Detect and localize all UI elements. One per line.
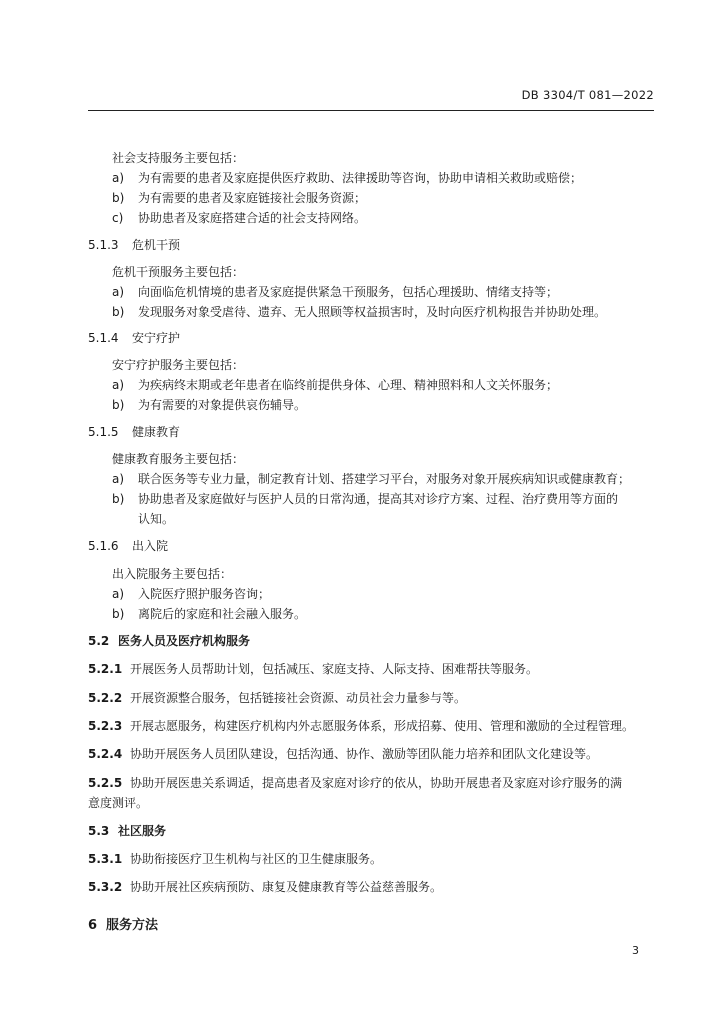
page-number: 3 bbox=[632, 944, 639, 957]
clause-5-2-5: 5.2.5 协助开展医患关系调适，提高患者及家庭对诊疗的依从，协助开展患者及家庭对诊疗服务的满 bbox=[88, 776, 623, 790]
section-heading-5-1-3: 5.1.3 危机干预 bbox=[88, 238, 181, 252]
list-item-continuation: 认知。 bbox=[138, 512, 175, 526]
list-item-letter: a) bbox=[112, 378, 125, 392]
paragraph-intro: 健康教育服务主要包括： bbox=[112, 452, 245, 466]
list-item: 入院医疗照护服务咨询； bbox=[138, 587, 271, 601]
paragraph-intro: 危机干预服务主要包括： bbox=[112, 265, 245, 279]
list-item: 为有需要的对象提供哀伤辅导。 bbox=[138, 398, 307, 412]
clause-5-2-3: 5.2.3 开展志愿服务，构建医疗机构内外志愿服务体系，形成招募、使用、管理和激励的全过程管理。 bbox=[88, 719, 635, 733]
list-item: 向面临危机情境的患者及家庭提供紧急干预服务，包括心理援助、情绪支持等； bbox=[138, 285, 559, 299]
list-item: 协助患者及家庭搭建合适的社会支持网络。 bbox=[138, 211, 367, 225]
clause-5-3-2: 5.3.2 协助开展社区疾病预防、康复及健康教育等公益慈善服务。 bbox=[88, 880, 443, 894]
paragraph-intro: 社会支持服务主要包括： bbox=[112, 151, 245, 165]
list-item-letter: a) bbox=[112, 285, 125, 299]
header-rule bbox=[88, 110, 654, 111]
list-item-letter: c) bbox=[112, 211, 124, 225]
clause-5-2-5-continuation: 意度测评。 bbox=[88, 796, 149, 810]
list-item: 发现服务对象受虐待、遗弃、无人照顾等权益损害时，及时向医疗机构报告并协助处理。 bbox=[138, 305, 607, 319]
section-heading-5-3: 5.3 社区服务 bbox=[88, 824, 167, 838]
list-item: 离院后的家庭和社会融入服务。 bbox=[138, 607, 307, 621]
paragraph-intro: 安宁疗护服务主要包括： bbox=[112, 358, 245, 372]
clause-5-3-1: 5.3.1 协助衔接医疗卫生机构与社区的卫生健康服务。 bbox=[88, 852, 383, 866]
list-item: 联合医务等专业力量，制定教育计划、搭建学习平台，对服务对象开展疾病知识或健康教育； bbox=[138, 472, 631, 486]
list-item: 为有需要的患者及家庭链接社会服务资源； bbox=[138, 191, 367, 205]
clause-5-2-1: 5.2.1 开展医务人员帮助计划，包括减压、家庭支持、人际支持、困难帮扶等服务。 bbox=[88, 662, 539, 676]
clause-5-2-4: 5.2.4 协助开展医务人员团队建设，包括沟通、协作、激励等团队能力培养和团队文化建设等。 bbox=[88, 747, 599, 761]
list-item-letter: b) bbox=[112, 492, 125, 506]
section-heading-6: 6 服务方法 bbox=[88, 918, 159, 933]
list-item: 为有需要的患者及家庭提供医疗救助、法律援助等咨询，协助申请相关救助或赔偿； bbox=[138, 171, 583, 185]
list-item: 协助患者及家庭做好与医护人员的日常沟通，提高其对诊疗方案、过程、治疗费用等方面的 bbox=[138, 492, 619, 506]
list-item-letter: b) bbox=[112, 398, 125, 412]
section-heading-5-2: 5.2 医务人员及医疗机构服务 bbox=[88, 634, 251, 648]
section-heading-5-1-5: 5.1.5 健康教育 bbox=[88, 425, 181, 439]
list-item-letter: b) bbox=[112, 191, 125, 205]
list-item-letter: a) bbox=[112, 587, 125, 601]
clause-5-2-2: 5.2.2 开展资源整合服务，包括链接社会资源、动员社会力量参与等。 bbox=[88, 691, 467, 705]
paragraph-intro: 出入院服务主要包括： bbox=[112, 567, 233, 581]
list-item-letter: b) bbox=[112, 607, 125, 621]
list-item: 为疾病终末期或老年患者在临终前提供身体、心理、精神照料和人文关怀服务； bbox=[138, 378, 559, 392]
section-heading-5-1-4: 5.1.4 安宁疗护 bbox=[88, 331, 181, 345]
document-code: DB 3304/T 081—2022 bbox=[521, 88, 654, 102]
list-item-letter: b) bbox=[112, 305, 125, 319]
list-item-letter: a) bbox=[112, 171, 125, 185]
section-heading-5-1-6: 5.1.6 出入院 bbox=[88, 539, 169, 553]
list-item-letter: a) bbox=[112, 472, 125, 486]
